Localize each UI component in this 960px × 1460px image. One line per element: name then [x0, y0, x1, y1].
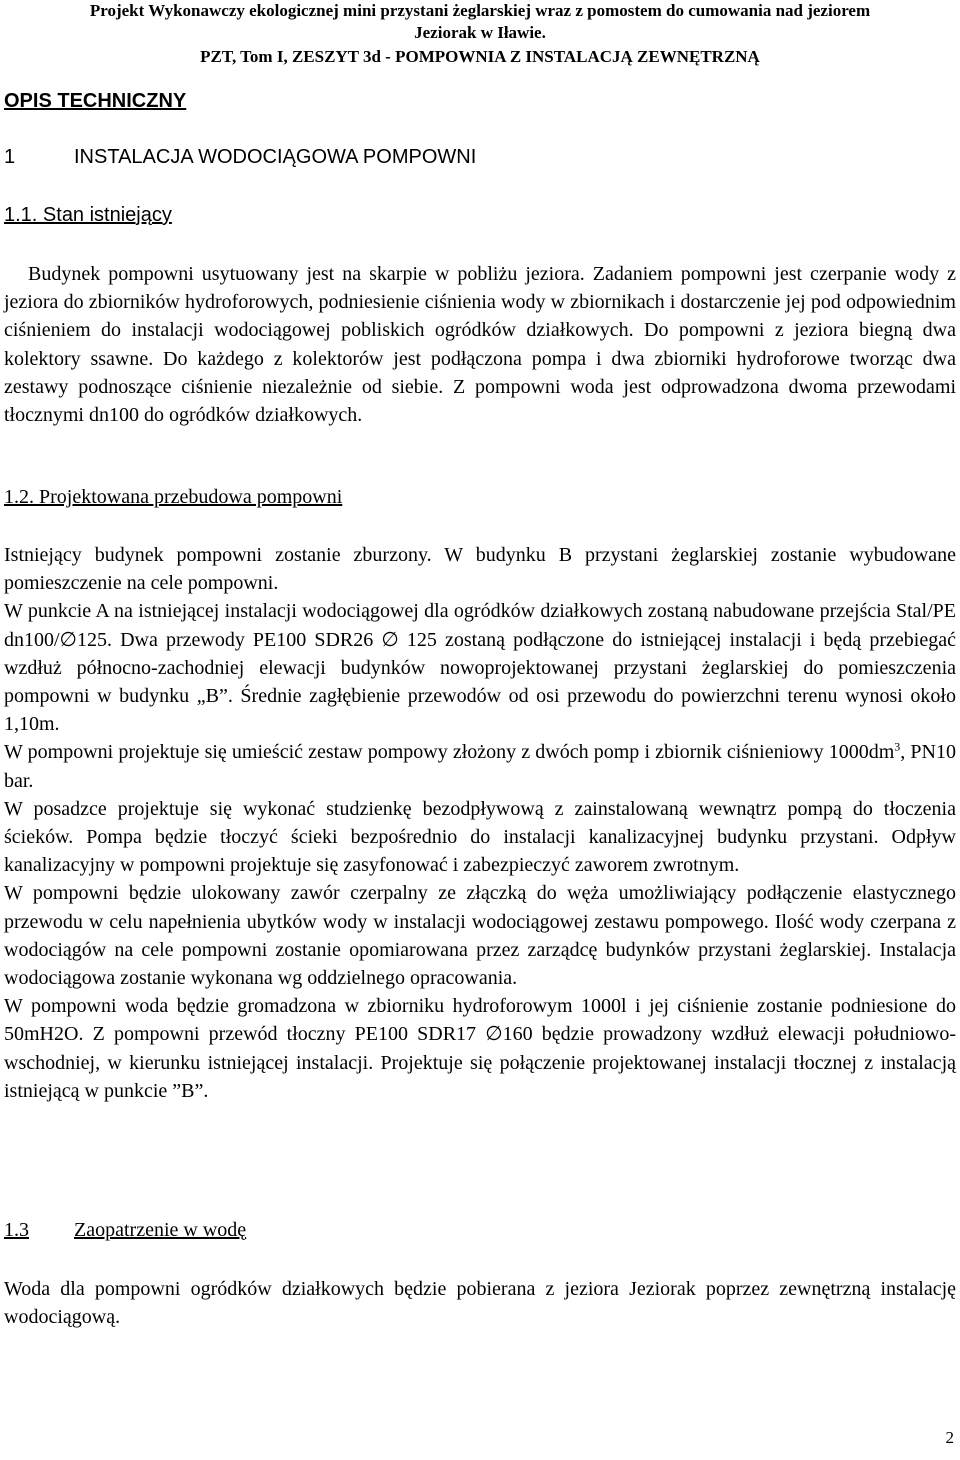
header-line-3: PZT, Tom I, ZESZYT 3d - POMPOWNIA Z INSTALACJĄ ZEWNĘTRZNĄ	[200, 47, 760, 66]
document-title: OPIS TECHNICZNY	[4, 90, 187, 112]
section-1-3-body	[4, 1275, 956, 1331]
section-1-heading	[4, 146, 476, 169]
section-1-2-body	[4, 541, 956, 1105]
section-1-3-heading	[4, 1219, 246, 1242]
header-line-2: Jeziorak w Iławie.	[414, 23, 546, 42]
page-number: 2	[945, 1428, 954, 1447]
section-1-1-body	[4, 260, 956, 429]
section-1-title: INSTALACJA WODOCIĄGOWA POMPOWNI	[74, 146, 477, 168]
section-1-2-paragraph-4: W posadzce projektuje się wykonać studzienkę bezodpływową z zainstalowaną wewnątrz pompą do tłoczenia ścieków. Pompa będzie tłoczyć ścieki bezpośrednio do instalacji kanalizacyjnej budynku przystani. Odpływ kanalizacyjny w pompowni projektuje się zasyfonować i zabezpieczyć zaworem zwrotnym.	[4, 797, 956, 877]
pump-set-text-end: , PN10 bar.	[4, 741, 956, 792]
section-1-1-paragraph: Budynek pompowni usytuowany jest na skarpie w pobliżu jeziora. Zadaniem pompowni jest czerpanie wody z jeziora do zbiorników hydroforowych, podniesienie ciśnienia wody w zbiornikach i dostarczenie jej pod odpowiednim ciśnieniem do instalacji wodociągowej pobliskich ogródków działkowych. Do pompowni z jeziora biegną dwa kolektory ssawne. Do każdego z kolektorów jest podłączona pompa i dwa zbiorniki hydroforowe tworząc dwa zestawy podnoszące ciśnienie niezależnie od siebie. Z pompowni woda jest odprowadzona dwoma przewodami tłocznymi dn100 do ogródków działkowych.	[4, 263, 956, 427]
section-1-2-paragraph-1: Istniejący budynek pompowni zostanie zburzony. W budynku B przystani żeglarskiej zostanie wybudowane pomieszczenie na cele pompowni.	[4, 544, 956, 595]
section-1-2-paragraph-5: W pompowni będzie ulokowany zawór czerpalny ze złączką do węża umożliwiający podłączenie elastycznego przewodu w celu napełnienia ubytków wody w instalacji wodociągowej zestawu pompowego. Ilość wody czerpana z wodociągów na cele pompowni zostanie opomiarowana przez zarządcę budynków przystani żeglarskiej. Instalacja wodociągowa zostanie wykonana wg oddzielnego opracowania.	[4, 882, 956, 990]
section-1-2-paragraph-6: W pompowni woda będzie gromadzona w zbiorniku hydroforowym 1000l i jej ciśnienie zostanie podniesione do 50mH2O. Z pompowni przewód tłoczny PE100 SDR17 ∅160 będzie prowadzony wzdłuż elewacji południowo-wschodniej, w kierunku istniejącej instalacji. Projektuje się połączenie projektowanej instalacji tłocznej z instalacją istniejącą w punkcie ”B”.	[4, 995, 956, 1102]
section-1-number: 1	[4, 146, 16, 168]
superscript-3: 3	[894, 739, 901, 754]
header-line-1: Projekt Wykonawczy ekologicznej mini przystani żeglarskiej wraz z pomostem do cumowania nad jeziorem	[89, 1, 871, 20]
section-1-3-title: Zaopatrzenie w wodę	[74, 1219, 247, 1241]
section-1-2-paragraph-3	[4, 738, 956, 794]
section-1-3-number: 1.3	[4, 1219, 29, 1241]
section-1-2-heading: 1.2. Projektowana przebudowa pompowni	[4, 486, 343, 508]
section-1-2-paragraph-2: W punkcie A na istniejącej instalacji wodociągowej dla ogródków działkowych zostaną nabudowane przejścia Stal/PE dn100/∅125. Dwa przewody PE100 SDR26 ∅ 125 zostaną podłączone do istniejącej instalacji i będą przebiegać wzdłuż północno-zachodniej elewacji budynków nowoprojektowanej przystani żeglarskiej do pomieszczenia pompowni w budynku „B”. Średnie zagłębienie przewodów od osi przewodu do powierzchni terenu wynosi około 1,10m.	[4, 600, 956, 736]
document-header	[0, 0, 960, 68]
section-1-3-paragraph: Woda dla pompowni ogródków działkowych będzie pobierana z jeziora Jeziorak poprzez zewnętrzną instalację wodociągową.	[4, 1278, 956, 1329]
pump-set-text: W pompowni projektuje się umieścić zestaw pompowy złożony z dwóch pomp i zbiornik ciśnieniowy 1000dm	[4, 741, 895, 764]
section-1-1-heading: 1.1. Stan istniejący	[4, 204, 172, 226]
